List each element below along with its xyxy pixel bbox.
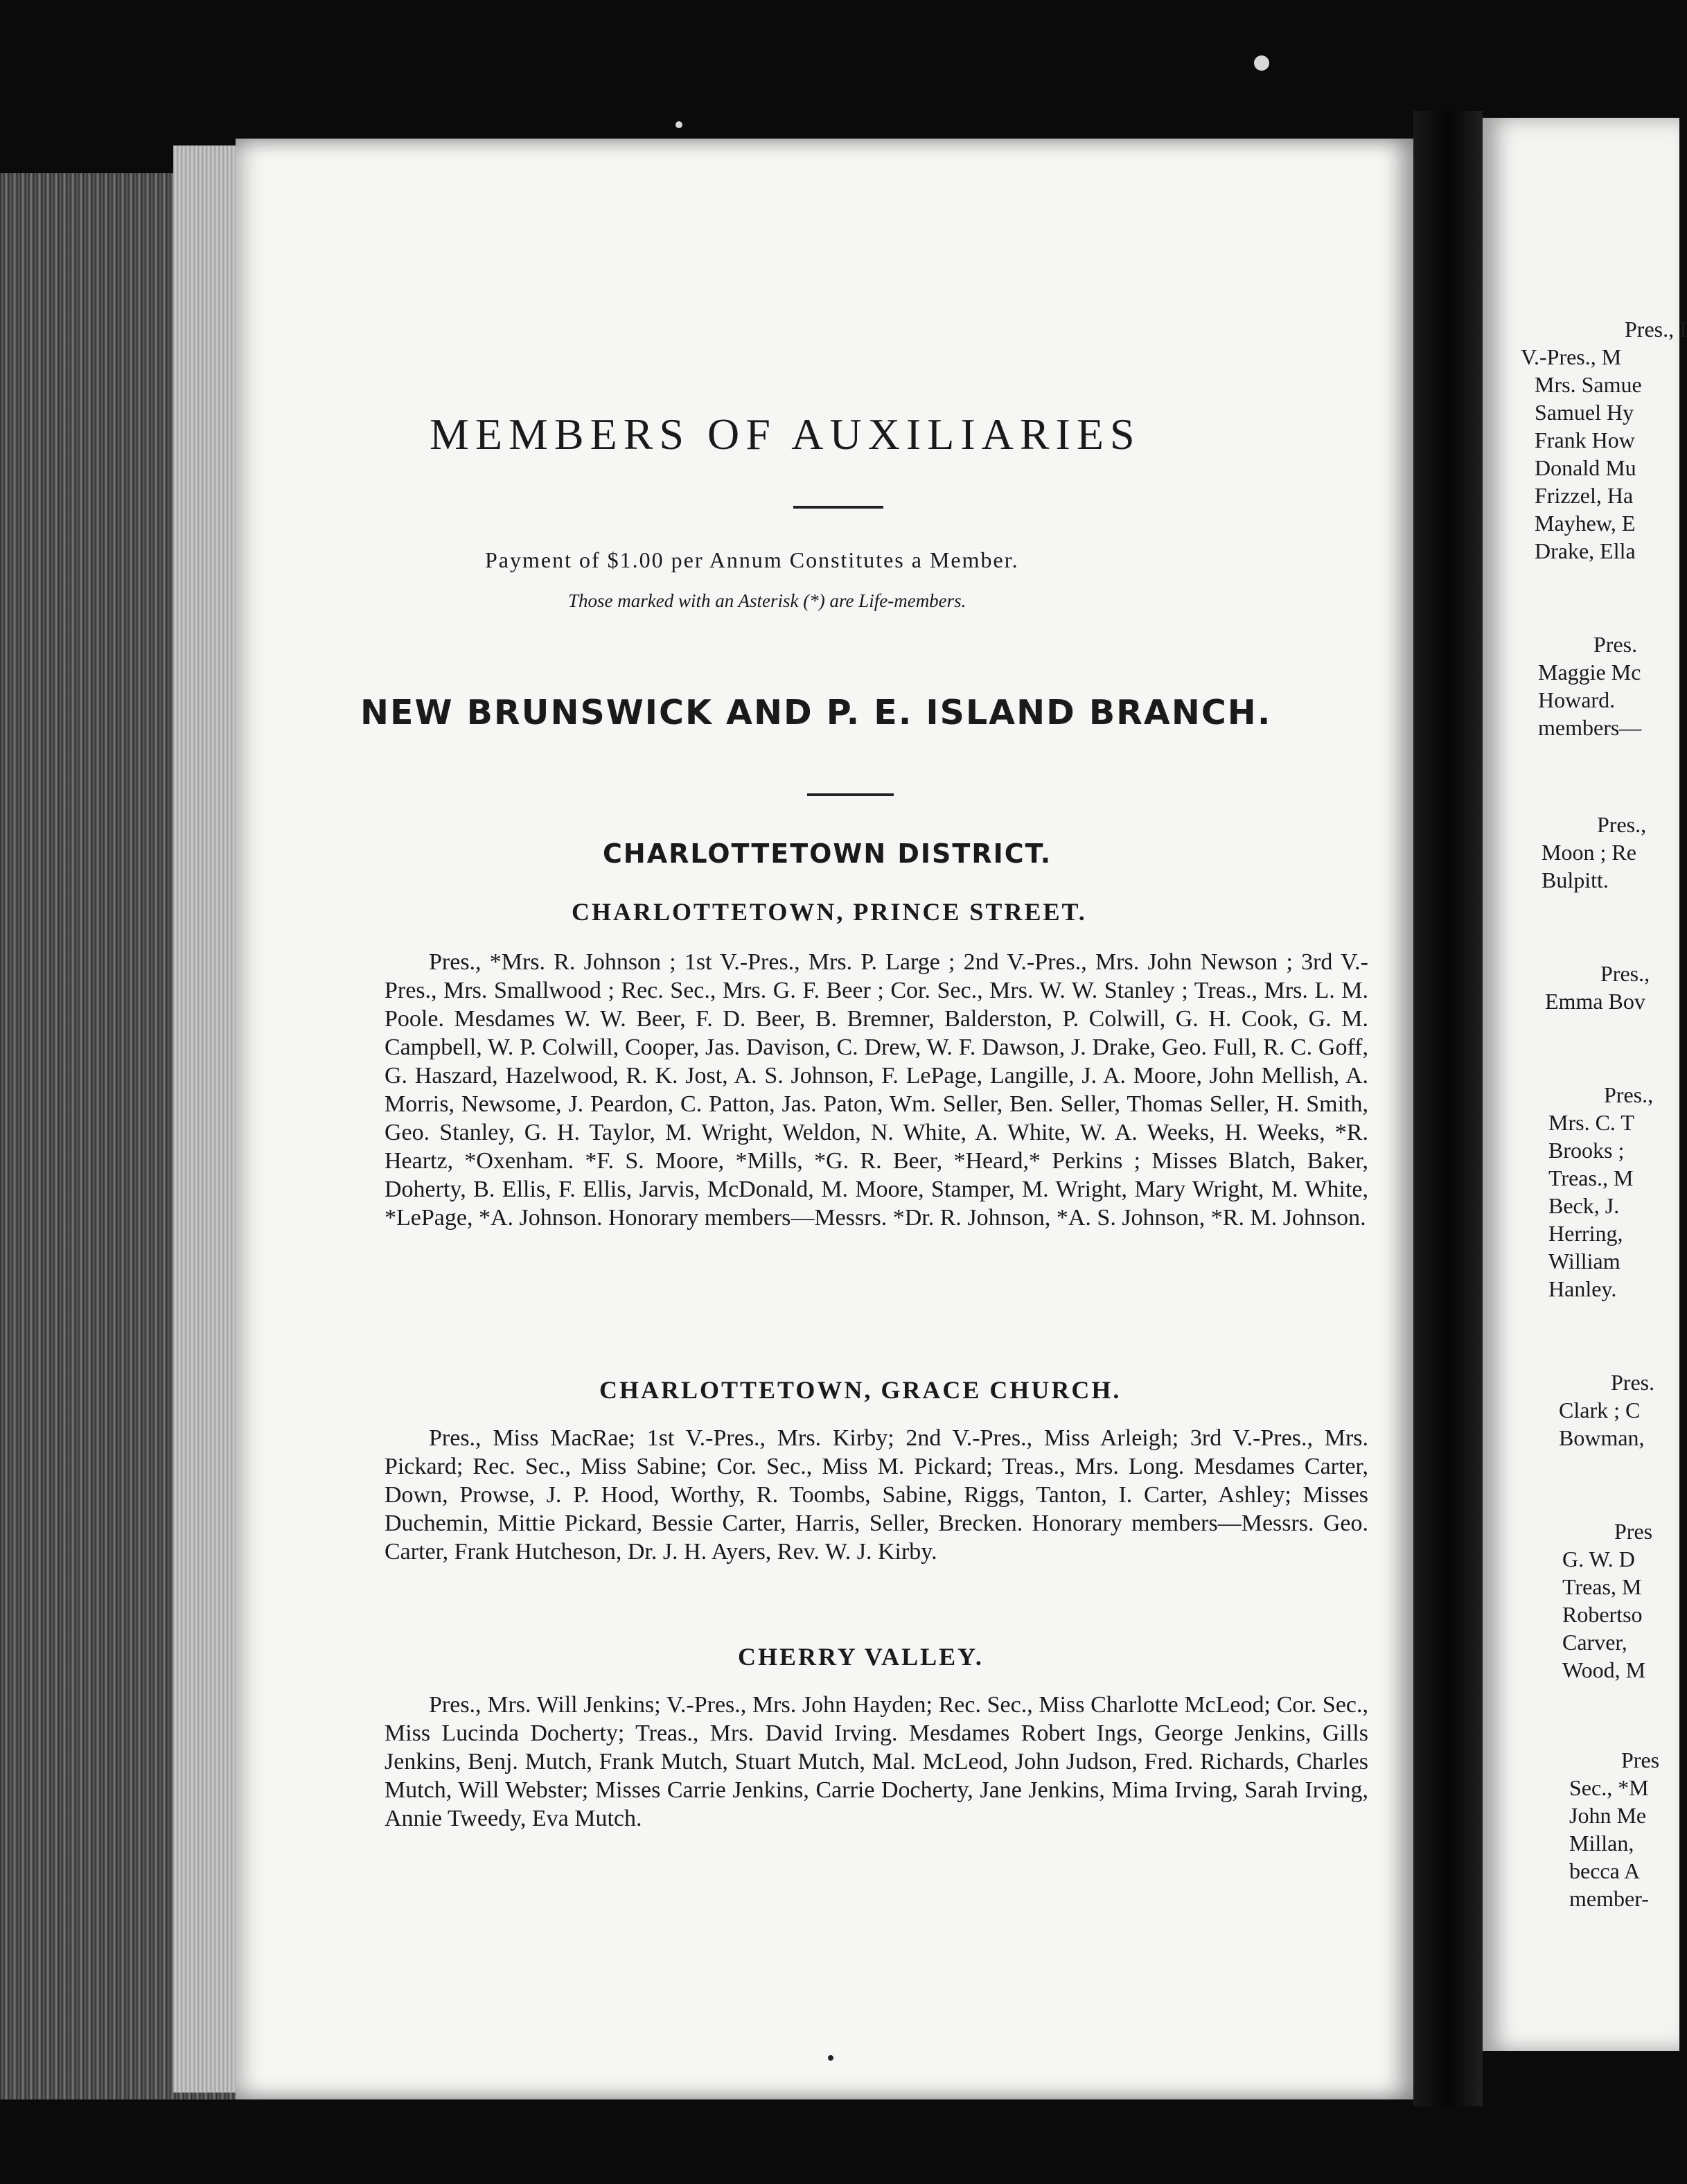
facing-line: Carver, [1562, 1630, 1627, 1655]
facing-line: Beck, J. [1548, 1193, 1620, 1218]
facing-line: Mrs. Samue [1535, 372, 1642, 397]
facing-line: Pres., [1597, 812, 1647, 837]
facing-line: Emma Bov [1545, 989, 1645, 1014]
facing-line: Pres., [1600, 961, 1650, 986]
facing-line: Maggie Mc [1538, 660, 1641, 685]
facing-line: Bulpitt. [1542, 868, 1609, 892]
section-heading-grace-church: CHARLOTTETOWN, GRACE CHURCH. [599, 1376, 1122, 1404]
facing-line: Bowman, [1559, 1425, 1645, 1450]
facing-line: member- [1569, 1886, 1649, 1911]
district-heading: CHARLOTTETOWN DISTRICT. [603, 838, 1052, 869]
facing-line: V.-Pres., M [1521, 344, 1622, 369]
facing-line: Hanley. [1548, 1276, 1617, 1301]
facing-line: Pres [1621, 1747, 1660, 1772]
membership-subtitle: Payment of $1.00 per Annum Constitutes a Member. [485, 547, 1019, 572]
facing-line: Millan, [1569, 1831, 1634, 1856]
facing-line: Pres., [1604, 1082, 1654, 1107]
branch-rule [807, 793, 894, 796]
life-member-note: Those marked with an Asterisk (*) are Life-members. [568, 590, 966, 611]
facing-line: John Me [1569, 1803, 1647, 1828]
branch-heading: NEW BRUNSWICK AND P. E. ISLAND BRANCH. [360, 693, 1272, 732]
section-text-cherry-valley: Pres., Mrs. Will Jenkins; V.-Pres., Mrs. John Hayden; Rec. Sec., Miss Charlotte McLeod; Cor. Sec., Miss Lucinda Docherty; Treas., Mrs. David Irving. Mesdames Robert Ings, George Jenkins, Gills Jenkins, Benj. Mutch, Frank Mutch, Stuart Mutch, Mal. McLeod, John Judson, Fred. Richards, Charles Mutch, Will Webster; Misses Carrie Jenkins, Carrie Docherty, Jane Jenkins, Mima Irving, Sarah Irving, Annie Tweedy, Eva Mutch. [385, 1692, 1368, 1831]
facing-line: Pres., I [1625, 317, 1687, 342]
facing-line: Drake, Ella [1535, 538, 1636, 563]
dust-speck [675, 121, 682, 128]
page-title: MEMBERS OF AUXILIARIES [430, 410, 1141, 459]
facing-line: William [1548, 1249, 1620, 1274]
book-page-edges-light [173, 146, 242, 2093]
facing-line: Mrs. C. T [1548, 1110, 1634, 1135]
facing-line: Robertso [1562, 1602, 1643, 1627]
facing-line: Donald Mu [1535, 455, 1636, 480]
facing-line: Clark ; C [1559, 1398, 1641, 1423]
section-text-grace-church: Pres., Miss MacRae; 1st V.-Pres., Mrs. Kirby; 2nd V.-Pres., Miss Arleigh; 3rd V.-Pres., Mrs. Pickard; Rec. Sec., Miss Sabine; Cor. Sec., Miss M. Pickard; Treas., Mrs. Long. Mesdames Carter, Down, Prowse, J. P. Hood, Worthy, R. Toombs, Sabine, Riggs, Tanton, I. Carter, Ashley; Misses Duchemin, Mittie Pickard, Bessie Carter, Harris, Seller, Brecken. Honorary members—Messrs. Geo. Carter, Frank Hutcheson, Dr. J. H. Ayers, Rev. W. J. Kirby. [385, 1425, 1368, 1565]
facing-line: Pres [1614, 1519, 1653, 1544]
facing-line: Treas, M [1562, 1574, 1642, 1599]
facing-line: becca A [1569, 1858, 1641, 1883]
facing-line: Moon ; Re [1542, 840, 1636, 865]
section-heading-cherry-valley: CHERRY VALLEY. [738, 1643, 984, 1671]
facing-line: Frank How [1535, 428, 1635, 452]
book-gutter [1413, 111, 1483, 2106]
facing-line: Sec., *M [1569, 1775, 1649, 1800]
section-heading-prince-street: CHARLOTTETOWN, PRINCE STREET. [572, 898, 1087, 926]
facing-line: Pres. [1611, 1370, 1655, 1395]
facing-line: Samuel Hy [1535, 400, 1634, 425]
title-rule [793, 506, 883, 509]
facing-line: G. W. D [1562, 1547, 1635, 1571]
section-text-prince-street: Pres., *Mrs. R. Johnson ; 1st V.-Pres., Mrs. P. Large ; 2nd V.-Pres., Mrs. John Newson ; 3rd V.-Pres., Mrs. Smallwood ; Rec. Sec., Mrs. G. F. Beer ; Cor. Sec., Mrs. W. W. Stanley ; Treas., Mrs. L. M. Poole. Mesdames W. W. Beer, F. D. Beer, B. Bremner, Balderston, P. Colwill, G. H. Cook, G. M. Campbell, W. P. Colwill, Cooper, Jas. Davison, C. Drew, W. F. Dawson, J. Drake, Geo. Full, R. C. Goff, G. Haszard, Hazelwood, R. K. Jost, A. S. Johnson, F. LePage, Langille, J. A. Moore, John Mellish, A. Morris, Newsome, J. Peardon, C. Patton, Jas. Paton, Wm. Seller, Ben. Seller, Thomas Seller, H. Smith, Geo. Stanley, G. H. Taylor, M. Wright, Weldon, N. White, A. White, W. A. Weeks, H. Weeks, *R. Heartz, *Oxenham. *F. S. Moore, *Mills, *G. R. Beer, *Heard,* Perkins ; Misses Blatch, Baker, Doherty, B. Ellis, F. Ellis, Jarvis, McDonald, M. Moore, Stamper, M. Wright, Mary Wright, M. White, *LePage, *A. Johnson. Honorary members—Messrs. *Dr. R. Johnson, *A. S. Johnson, *R. M. Johnson. [385, 949, 1368, 1231]
dust-speck [1254, 55, 1269, 71]
facing-line: members— [1538, 715, 1642, 740]
facing-line: Treas., M [1548, 1165, 1634, 1190]
facing-line: Wood, M [1562, 1657, 1646, 1682]
facing-line: Frizzel, Ha [1535, 483, 1634, 508]
facing-page [1483, 118, 1687, 2051]
facing-line: Howard. [1538, 687, 1616, 712]
facing-line: Pres. [1593, 632, 1638, 657]
facing-line: Brooks ; [1548, 1138, 1625, 1163]
page-dot [828, 2055, 833, 2061]
facing-line: Herring, [1548, 1221, 1623, 1246]
facing-page-text [1483, 118, 1687, 2051]
facing-line: Mayhew, E [1535, 511, 1636, 536]
